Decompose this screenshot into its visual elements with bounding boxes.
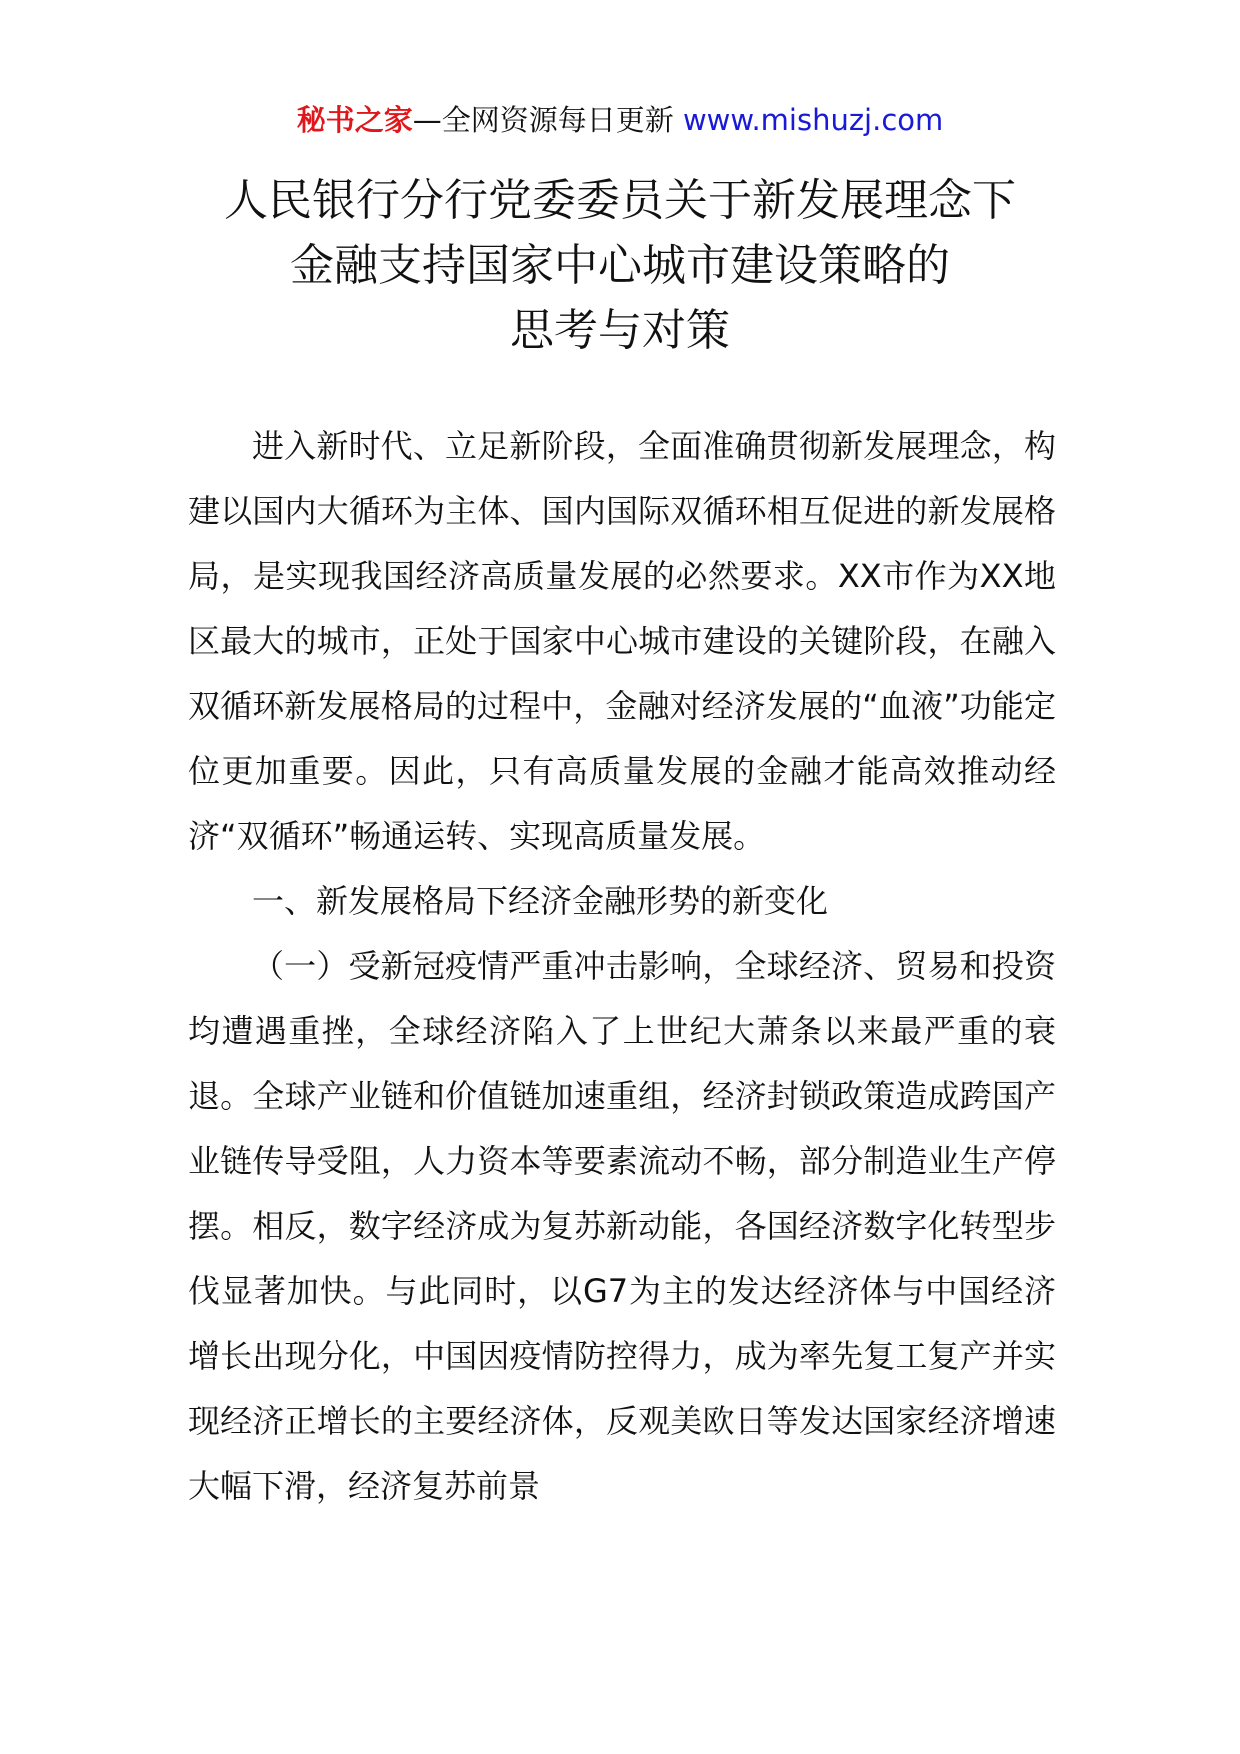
- source-tagline: —全网资源每日更新: [412, 103, 683, 137]
- body-paragraph: （一）受新冠疫情严重冲击影响，全球经济、贸易和投资均遭遇重挫，全球经济陷入了上世纪大萧条以来最严重的衰退。全球产业链和价值链加速重组，经济封锁政策造成跨国产业链传导受阻，人力资本等要素流动不畅，部分制造业生产停摆。相反，数字经济成为复苏新动能，各国经济数字化转型步伐显著加快。与此同时，以G7为主的发达经济体与中国经济增长出现分化，中国因疫情防控得力，成为率先复工复产并实现经济正增长的主要经济体，反观美欧日等发达国家经济增速大幅下滑，经济复苏前景: [188, 947, 1056, 1505]
- source-name: 秘书之家: [296, 103, 413, 137]
- document-body: [188, 414, 1056, 1519]
- intro-paragraph: 进入新时代、立足新阶段，全面准确贯彻新发展理念，构建以国内大循环为主体、国内国际双循环相互促进的新发展格局，是实现我国经济高质量发展的必然要求。XX市作为XX地区最大的城市，正处于国家中心城市建设的关键阶段，在融入双循环新发展格局的过程中，金融对经济发展的“血液”功能定位更加重要。因此，只有高质量发展的金融才能高效推动经济“双循环”畅通运转、实现高质量发展。: [188, 427, 1056, 855]
- document-title-line: 金融支持国家中心城市建设策略的: [290, 240, 950, 291]
- document-title-line: 人民银行分行党委委员关于新发展理念下: [224, 175, 1016, 226]
- source-url-link[interactable]: www.mishuzj.com: [682, 103, 944, 137]
- source-header: [0, 100, 1240, 140]
- document-title-line: 思考与对策: [510, 305, 730, 356]
- document-title: [120, 168, 1120, 363]
- section-heading: 一、新发展格局下经济金融形势的新变化: [252, 882, 829, 920]
